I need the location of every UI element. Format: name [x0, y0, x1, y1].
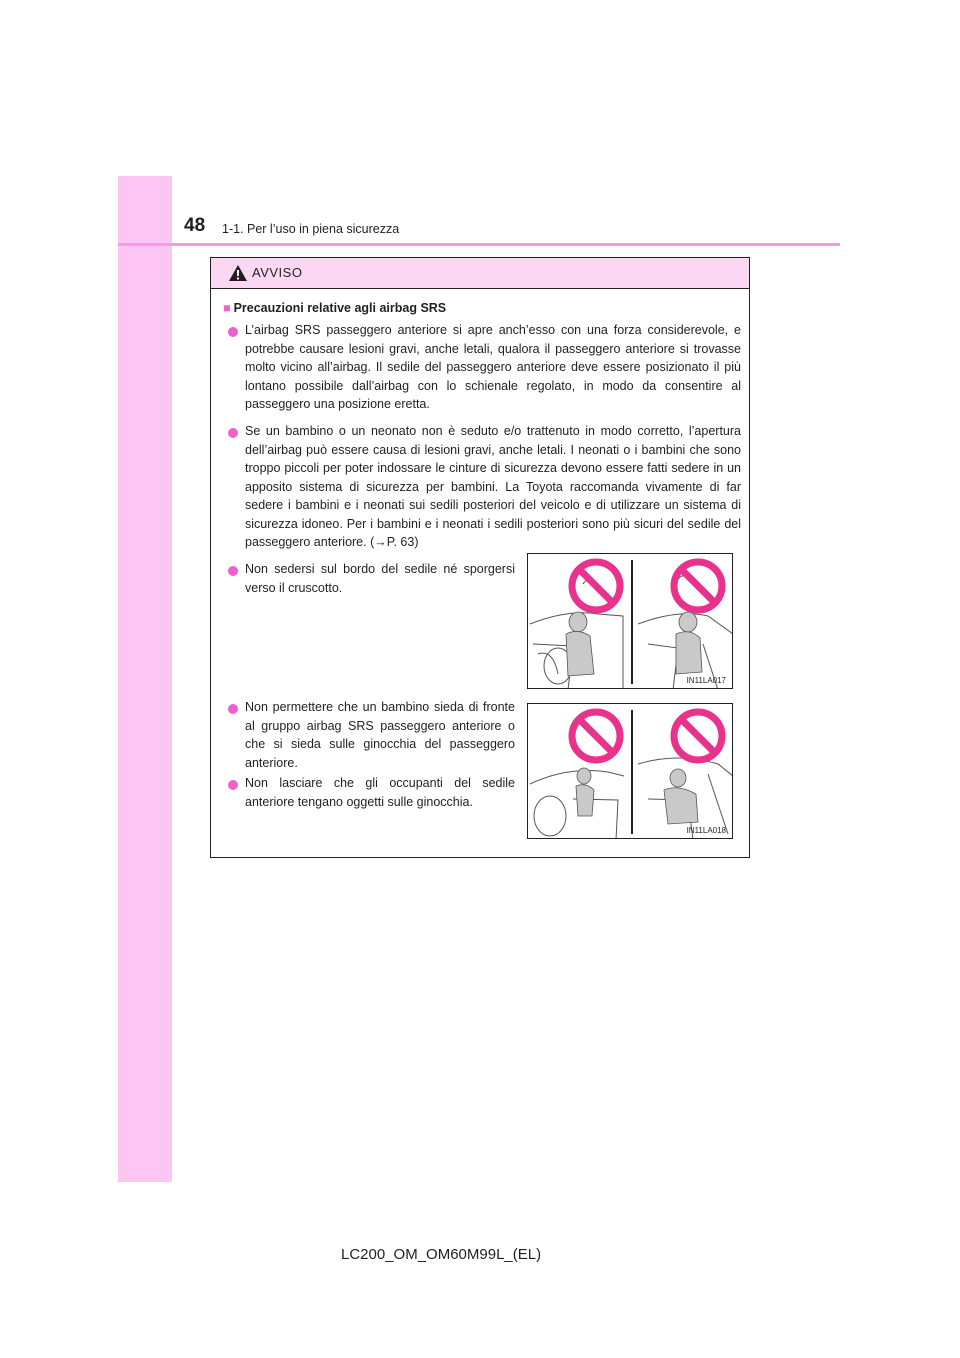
warning-header: [211, 258, 749, 289]
illustration-drawing: [528, 704, 733, 839]
header-rule: [118, 243, 840, 246]
warning-box: [210, 257, 750, 858]
square-bullet-icon: ■: [223, 301, 231, 315]
illustration-drawing: [528, 554, 733, 689]
bullet-icon: [228, 327, 238, 337]
prohibition-icon: [572, 712, 620, 760]
warning-paragraph-2: Se un bambino o un neonato non è seduto e/o trattenuto in modo corretto, l’apertura dell’airbag può essere causa di lesioni gravi, anche letali. I neonati o i bambini che sono troppo piccoli per poter indossare le cinture di sicurezza devono essere fatti sedere in un apposito sistema di sicurezza per bambini. La Toyota raccomanda vivamente di far sedere i bambini e i neonati sui sedili posteriori del veicolo e di utilizzare un sistema di sicurezza idoneo. Per i bambini e i neonati i sedili posteriori sono più sicuri del sedile del passeggero anteriore. (→P. 63): [245, 424, 741, 549]
illustration-leaning-forward: [527, 553, 733, 689]
page-number: 48: [184, 215, 206, 236]
section-title: 1-1. Per l’uso in piena sicurezza: [222, 222, 400, 236]
warning-paragraph-5: Non lasciare che gli occupanti del sedile anteriore tengano oggetti sulle ginocchia.: [245, 776, 515, 809]
bullet-icon: [228, 428, 238, 438]
illustration-code: IN11LA017: [686, 676, 726, 685]
illustration-code: IN11LA018: [686, 826, 726, 835]
prohibition-icon: [674, 712, 722, 760]
bullet-icon: [228, 566, 238, 576]
subsection-label: Precauzioni relative agli airbag SRS: [233, 301, 447, 315]
side-tab-band: [118, 176, 172, 1182]
prohibition-icon: [572, 562, 620, 610]
warning-title: AVVISO: [252, 265, 303, 280]
prohibition-icon: [674, 562, 722, 610]
warning-triangle-icon: [228, 264, 248, 282]
subsection-title: [223, 301, 446, 315]
bullet-icon: [228, 704, 238, 714]
bullet-icon: [228, 780, 238, 790]
warning-paragraph-3: Non sedersi sul bordo del sedile né sporgersi verso il cruscotto.: [245, 562, 515, 595]
illustration-child-in-front: [527, 703, 733, 839]
warning-paragraph-4: Non permettere che un bambino sieda di fronte al gruppo airbag SRS passeggero anteriore o che si sieda sulle ginocchia del passeggero anteriore.: [245, 700, 515, 770]
document-footer-code: LC200_OM_OM60M99L_(EL): [341, 1246, 542, 1263]
warning-paragraph-1: L’airbag SRS passeggero anteriore si apre anch’esso con una forza considerevole, e potrebbe causare lesioni gravi, anche letali, qualora il passeggero anteriore si trovasse molto vicino all’airbag. Il sedile del passeggero anteriore deve essere posizionato il più lontano possibile dall’airbag con lo schienale regolato, in modo da consentire al passeggero una posizione eretta.: [245, 323, 741, 411]
